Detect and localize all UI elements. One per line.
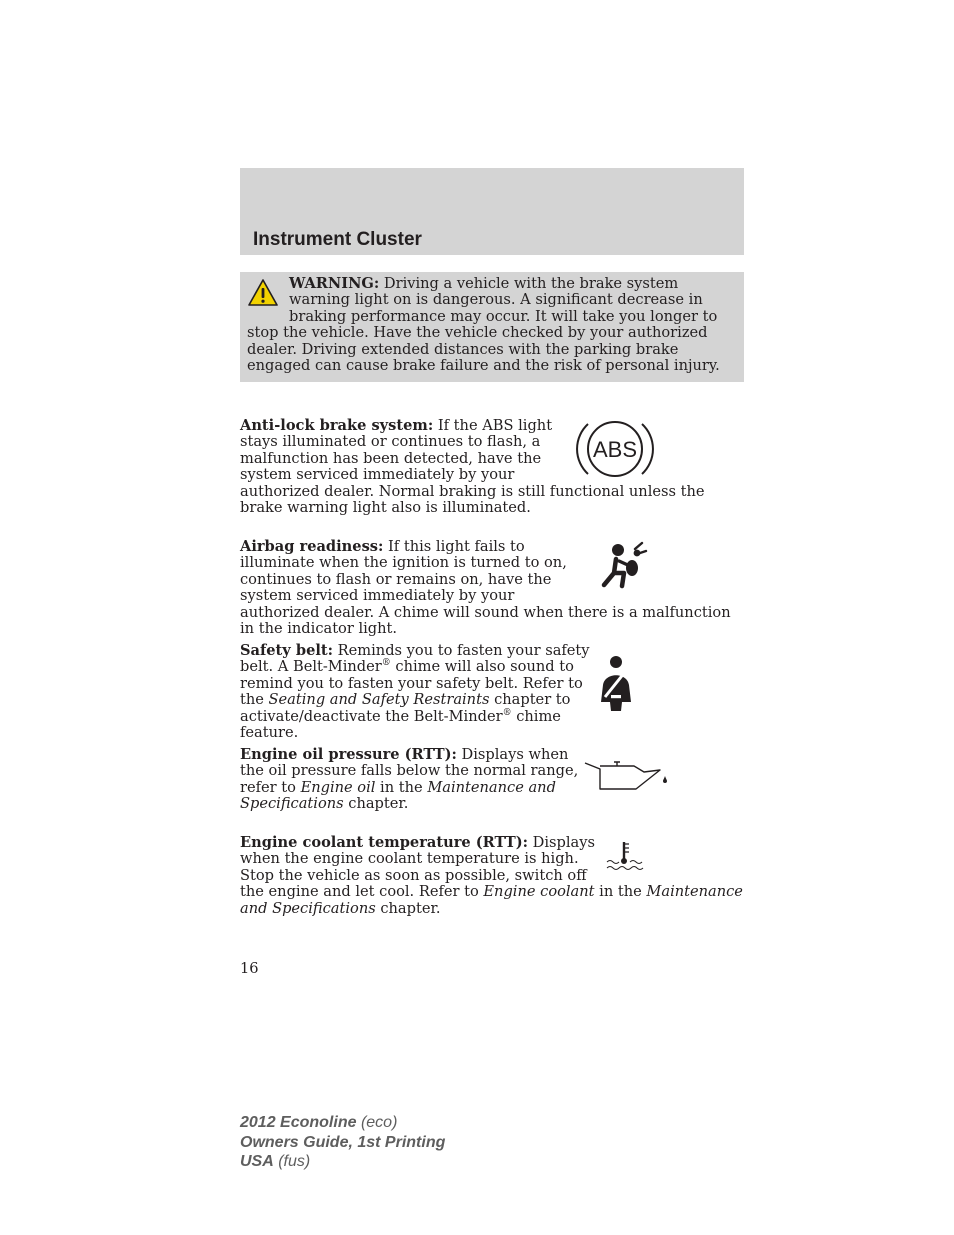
registered-mark: ® bbox=[381, 658, 391, 669]
oil-pressure-text-2: in the bbox=[375, 778, 428, 796]
page-number: 16 bbox=[240, 960, 259, 977]
airbag-text: If this light fails to illuminate when the ignition is turned to on, continues to flash or remains on, have the system serviced immediately by your authorized dealer. A chime will sound when there is a malfunction in the indicator light. bbox=[240, 538, 731, 638]
coolant-text-2: in the bbox=[594, 883, 647, 901]
coolant-title: Engine coolant temperature (RTT): bbox=[240, 834, 529, 851]
oil-pressure-text-1: Displays when the oil pressure falls below the normal range, refer to bbox=[240, 746, 579, 796]
abs-text: If the ABS light stays illuminated or continues to flash, a malfunction has been detected, have the system serviced immediately by your authorized dealer. Normal braking is still functional unless the brake warning light also is illuminated. bbox=[240, 417, 705, 517]
coolant-text-3: chapter. bbox=[375, 899, 441, 917]
safety-belt-section bbox=[240, 643, 744, 741]
safety-belt-text-3: chapter to activate/deactivate the Belt-Minder bbox=[240, 691, 571, 725]
warning-text: Driving a vehicle with the brake system warning light on is dangerous. A significant decrease in braking performance may occur. It will take you longer to stop the vehicle. Have the vehicle checked by your authorized dealer. Driving extended distances with the parking brake engaged can cause brake failure and the risk of personal injury. bbox=[247, 275, 720, 375]
abs-section bbox=[240, 418, 744, 516]
warning-label: WARNING: bbox=[289, 275, 380, 292]
oil-can-icon bbox=[584, 759, 668, 791]
airbag-icon bbox=[592, 539, 652, 591]
abs-warning-icon bbox=[574, 418, 656, 480]
document-footer bbox=[240, 1113, 445, 1172]
abs-icon-label: ABS bbox=[592, 437, 638, 462]
coolant-ref-chapter: Maintenance and Specifications bbox=[240, 883, 743, 917]
seat-belt-icon bbox=[594, 655, 638, 711]
footer-model-code: (eco) bbox=[356, 1114, 398, 1131]
oil-pressure-title: Engine oil pressure (RTT): bbox=[240, 746, 457, 763]
chapter-header bbox=[240, 168, 744, 255]
warning-box bbox=[240, 272, 744, 382]
oil-pressure-ref-engine-oil: Engine oil bbox=[300, 778, 376, 796]
footer-region: USA bbox=[240, 1153, 274, 1170]
oil-pressure-ref-chapter: Maintenance and Specifications bbox=[240, 778, 556, 813]
footer-model: 2012 Econoline bbox=[240, 1114, 357, 1131]
safety-belt-text-4: chime feature. bbox=[240, 707, 561, 742]
safety-belt-text-1: Reminds you to fasten your safety belt. A Belt-Minder bbox=[240, 642, 590, 676]
registered-mark: ® bbox=[502, 707, 512, 718]
oil-pressure-text-3: chapter. bbox=[343, 795, 409, 813]
footer-guide: Owners Guide, 1st Printing bbox=[240, 1133, 446, 1151]
warning-triangle-icon bbox=[247, 278, 279, 312]
chapter-title: Instrument Cluster bbox=[253, 229, 422, 250]
airbag-section bbox=[240, 539, 744, 637]
abs-title: Anti-lock brake system: bbox=[240, 417, 434, 434]
coolant-text-1: Displays when the engine coolant temperature is high. Stop the vehicle as soon as possible, switch off the engine and let cool. Refer to bbox=[240, 834, 595, 901]
oil-pressure-section bbox=[240, 747, 744, 813]
coolant-temperature-icon bbox=[604, 841, 646, 873]
safety-belt-chapter-ref: Seating and Safety Restraints bbox=[268, 691, 490, 709]
safety-belt-text-2: chime will also sound to remind you to fasten your safety belt. Refer to the bbox=[240, 658, 583, 709]
coolant-ref-engine-coolant: Engine coolant bbox=[483, 883, 595, 901]
airbag-title: Airbag readiness: bbox=[240, 538, 384, 555]
footer-region-code: (fus) bbox=[273, 1153, 311, 1170]
safety-belt-title: Safety belt: bbox=[240, 642, 334, 659]
coolant-section bbox=[240, 835, 744, 917]
